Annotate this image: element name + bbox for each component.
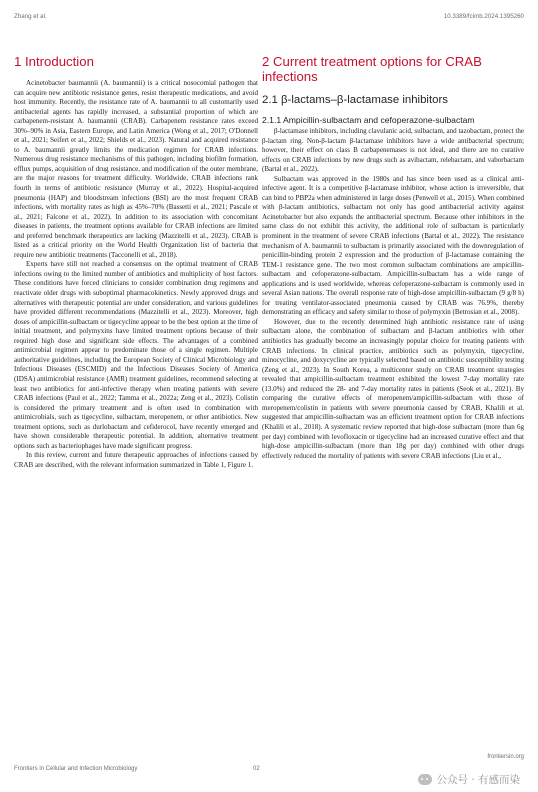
left-column (14, 54, 258, 470)
wechat-icon (418, 774, 432, 785)
running-header-authors: Zhang et al. (14, 13, 47, 20)
section-heading-treatment-options: 2 Current treatment options for CRAB infections (262, 54, 482, 84)
section2-paragraph-2: Sulbactam was approved in the 1980s and has since been used as a clinical anti-infective agent. It is a competitive β-lactamase inhibitor, whose action is irreversible, that can bind to PBP2a when administered in large doses (Penwell et al., 2015). When combined with β-lactam antibiotics, sulbactam not only has good antibacterial activity against Acinetobacter but also expands the antibacterial spectrum. Because other inhibitors in the same class do not exhibit this activity, the additional role of sulbactam is particularly prominent in the treatment of severe CRAB infections (Bartal et al., 2022). The resistance mechanism of A. baumannii to sulbactam is primarily associated with the downregulation of penicillin-binding protein 2 expression and the production of β-lactamase containing the TEM-1 resistance gene. The two most common sulbactam combinations are ampicillin-sulbactam and cefoperazone-sulbactam. Ampicillin-sulbactam has a wide range of applications and is used worldwide, whereas cefoperazone-sulbactam is commonly used in several Asian nations. The overall response rate of high-dose ampicillin-sulbactam (9 g/8 h) for treating ventilator-associated pneumonia caused by CRAB was 76.9%, thereby demonstrating an efficacy and safety similar to those of polymyxin (Betrosian et al., 2008). (262, 174, 524, 317)
intro-paragraph-3: In this review, current and future therapeutic approaches of infections caused by CRAB are described, with the relevant information summarized in Table 1, Figure 1. (14, 451, 258, 469)
intro-paragraph-1: Acinetobacter baumannii (A. baumannii) is a critical nosocomial pathogen that can acquire new antibiotic resistance genes, resist therapeutic medications, and avoid host immunity. Recently, the resistance rate of A. baumannii to all customarily used antibacterial agents has rapidly increased, a substantial proportion of which are carbapenem-resistant A. baumannii (CRAB). Carbapenem resistance rates exceed 30%–90% in Asia, Eastern Europe, and Latin America (Wong et al., 2017; O'Donnell et al., 2021; Seifert et al., 2022; Shields et al., 2023). Natural and acquired resistance to A. baumannii greatly limits the medication regimen for CRAB infections. Numerous drug resistance mechanisms of this pathogen, including biofilm formation, efflux pumps, acquisition of drug resistance, and modification of the outer membrane, are the major reasons for treatment difficulty. Worldwide, CRAB infections rank fourth in terms of antibiotic resistance (Murray et al., 2022). Hospital-acquired pneumonia (HAP) and bloodstream infections (BSI) are the most frequent CRAB infections, with mortality rates as high as 45%–70% (Bassetti et al., 2021; Pascale et al., 2021; Falcone et al., 2022). In addition to its association with concomitant diseases in patients, the treatment options available for CRAB infections are limited and preferred benchmark therapeutics are lacking (Mazzitelli et al., 2023). CRAB is listed as a critical priority on the World Health Organization list of bacteria that require new antibiotic treatments (Tacconelli et al., 2018). (14, 79, 258, 259)
section2-paragraph-3: However, due to the recently determined high antibiotic resistance rate of using sulbactam alone, the combination of sulbactam and β-lactam antibiotics with other antibiotics has gradually become an increasingly popular choice for treating patients with CRAB infections. In clinical practice, antibiotics such as polymyxin, tigecycline, minocycline, and doxycycline are typically selected based on antibiotic susceptibility testing (Zeng et al., 2023). In South Korea, a multicenter study on CRAB treatment strategies revealed that ampicillin-sulbactam treatment exhibited the lowest 7-day mortality rate (13.0%) and reduced the 28- and 7-day mortality rates in patients (Seok et al., 2021). By comparing the curative effects of meropenem/ampicillin-sulbactam with those of meropenem/colistin in patients with severe pneumonia caused by CRAB, Khalili et al. suggested that ampicillin-sulbactam was an efficient treatment option for CRAB infections (Khalili et al., 2018). A systematic review reported that high-dose sulbactam (more than 6g per day) combined with levofloxacin or tigecycline had an increased curative effect and that high-dose ampicillin-sulbactam (more than 18g per day) combined with other drugs effectively reduced the mortality of patients with severe CRAB infections (Liu et al., (262, 317, 524, 460)
subsection-heading-beta-lactams: 2.1 β-lactams–β-lactamase inhibitors (262, 94, 448, 106)
watermark-text: 公众号 · 有感而染 (436, 774, 520, 786)
footer-journal-name: Frontiers in Cellular and Infection Microbiology (14, 766, 138, 772)
footer-site: frontiersin.org (487, 754, 524, 760)
section2-paragraph-1: β-lactamase inhibitors, including clavulanic acid, sulbactam, and tazobactam, protect the β-lactam ring. Non-β-lactam β-lactamase inhibitors have a wide antibacterial spectrum; however, their effect on class B carbapenemases is not ideal, and there are no curative effects on CRAB infections by new drugs such as avibactam, relebactam, and vaborbactam (Bartal et al., 2022). (262, 127, 524, 174)
section-heading-introduction: 1 Introduction (14, 54, 94, 69)
running-header-doi: 10.3389/fcimb.2024.1395260 (443, 13, 524, 20)
footer-page-number: 02 (253, 766, 260, 772)
subsubsection-heading-sulbactam: 2.1.1 Ampicillin-sulbactam and cefoperazone-sulbactam (262, 115, 475, 125)
watermark (418, 772, 520, 787)
right-column (262, 54, 524, 461)
intro-paragraph-2: Experts have still not reached a consensus on the optimal treatment of CRAB infections owing to the limited number of antibiotics and multiplicity of host factors. These conditions have forced clinicians to consider combination drug regimens and reactivate older drugs with suboptimal pharmacokinetics. Newly approved drugs and alternatives with therapeutic potential are under consideration, and various guidelines have provided different recommendations (Mazzitelli et al., 2023). Moreover, high doses of ampicillin-sulbactam or tigecycline appear to be the best option at the time of initial treatment, and polymyxins have limited treatment options because of their required high dose and significant side effects. The advantages of a combined antimicrobial regimen appear to predominate those of a single regimen. Multiple authoritative guidelines, including the European Society of Clinical Microbiology and Infectious Diseases (ESCMID) and the Infectious Diseases Society of America (IDSA) antimicrobial resistance (AMR) treatment guidelines, recommend selecting at least two antibiotics for anti-infective therapy when treating patients with severe CRAB infections (Paul et al., 2022; Tamma et al., 2022a; Zeng et al., 2023). Colistin is considered the primary treatment and is often used in combination with antimicrobials, such as tigecycline, sulbactam, meropenem, or other antibiotics. New treatment options, such as durlobactam and cefiderocol, have recently emerged and have shown considerable therapeutic potential. In addition, alternative treatment options such as bacteriophages have made significant progress. (14, 260, 258, 450)
